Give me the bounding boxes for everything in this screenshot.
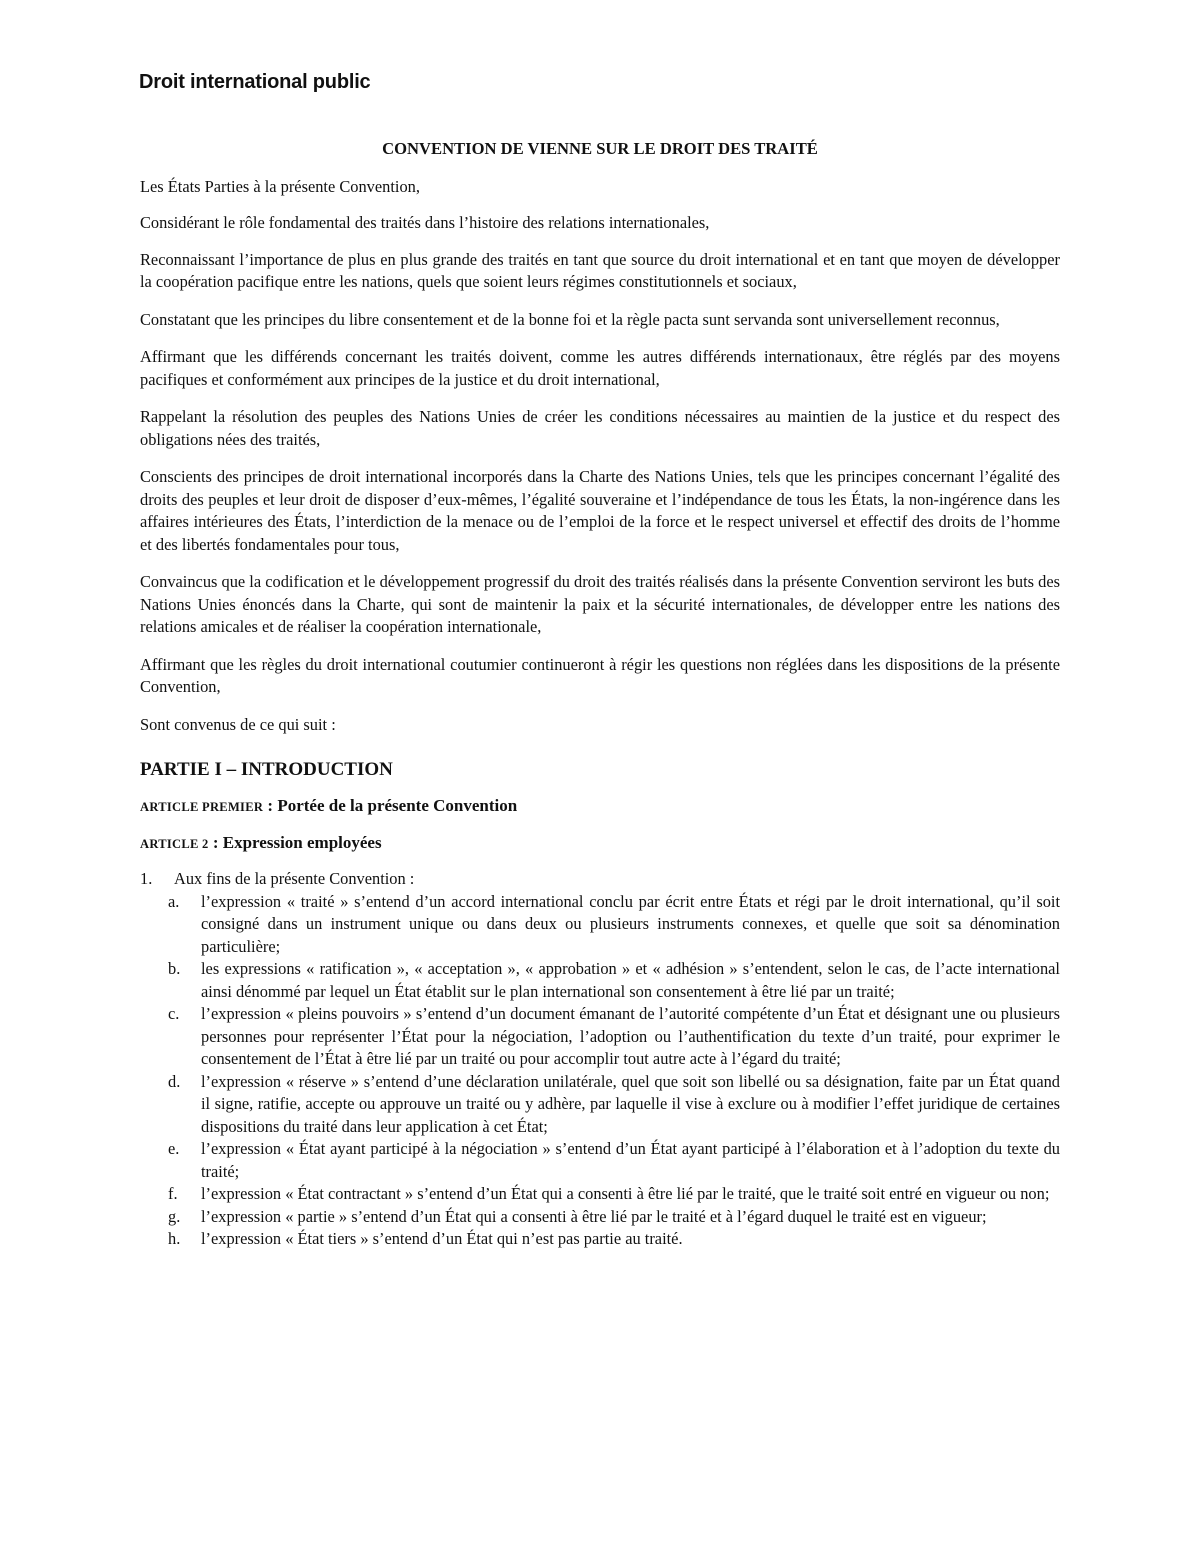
preamble-paragraph: Sont convenus de ce qui suit : <box>140 714 336 734</box>
numbered-item <box>140 868 1060 891</box>
list-item-text: l’expression « État ayant participé à la négociation » s’entend d’un État ayant participé à l’élaboration et à l’adoption du texte du traité; <box>201 1139 1060 1181</box>
article-2-heading <box>140 831 1060 856</box>
list-item-text: l’expression « réserve » s’entend d’une déclaration unilatérale, quel que soit son libellé ou sa désignation, faite par un État quand il signe, ratifie, accepte ou approuve un traité ou y adhère, par laquelle il vise à exclure ou à modifier l’effet juridique de certaines dispositions du traité dans leur application à cet État; <box>201 1071 1060 1136</box>
list-item <box>140 891 1060 959</box>
preamble-paragraph: Considérant le rôle fondamental des traités dans l’histoire des relations internationales, <box>140 213 710 232</box>
article-2-label: ARTICLE 2 <box>140 837 209 851</box>
page-header: Droit international public <box>139 71 371 93</box>
list-marker: a. <box>168 891 180 911</box>
list-item-text: les expressions « ratification », « acceptation », « approbation » et « adhésion » s’entendent, selon le cas, de l’acte international ainsi dénommé par lequel un État établit sur le plan international son consentement à être lié par un traité; <box>201 959 1060 1001</box>
preamble-paragraph: Conscients des principes de droit international incorporés dans la Charte des Nations Unies, tels que les principes concernant l’égalité des droits des peuples et leur droit de disposer d’eux-mêmes, l’égalité souveraine et l’indépendance de tous les États, la non-ingérence dans les affaires intérieures des États, l’interdiction de la menace ou de l’emploi de la force et le respect universel et effectif des droits de l’homme et des libertés fondamentales pour tous, <box>140 467 1060 554</box>
definition-list <box>140 891 1060 1251</box>
partie-heading: PARTIE I – INTRODUCTION <box>140 759 393 780</box>
list-item <box>140 1183 1060 1206</box>
list-item <box>140 1071 1060 1139</box>
list-marker: f. <box>168 1184 178 1203</box>
list-item-text: l’expression « partie » s’entend d’un État qui a consenti à être lié par le traité et à l’égard duquel le traité est en vigueur; <box>201 1206 987 1226</box>
list-item <box>140 1138 1060 1183</box>
document-body <box>140 138 1060 1251</box>
preamble-paragraph: Constatant que les principes du libre consentement et de la bonne foi et la règle pacta sunt servanda sont universellement reconnus, <box>140 309 1000 329</box>
preamble-paragraph: Rappelant la résolution des peuples des Nations Unies de créer les conditions nécessaires au maintien de la justice et du respect des obligations nées des traités, <box>140 407 1060 449</box>
preamble-paragraph: Les États Parties à la présente Convention, <box>140 176 420 196</box>
list-item-text: l’expression « État tiers » s’entend d’un État qui n’est pas partie au traité. <box>201 1229 683 1248</box>
list-marker: g. <box>168 1206 181 1226</box>
list-marker: c. <box>168 1004 180 1023</box>
preamble-paragraph: Affirmant que les différends concernant les traités doivent, comme les autres différends internationaux, être réglés par des moyens pacifiques et conformément aux principes de la justice et du droit international, <box>140 347 1060 389</box>
list-item <box>140 958 1060 1003</box>
article-1-heading <box>140 794 1060 819</box>
list-marker: h. <box>168 1229 181 1248</box>
article-2-separator: : <box>208 833 223 852</box>
preamble-paragraph: Affirmant que les règles du droit international coutumier continueront à régir les questions non réglées dans les dispositions de la présente Convention, <box>140 654 1060 696</box>
document-title: CONVENTION DE VIENNE SUR LE DROIT DES TRAITÉ <box>382 139 818 158</box>
article-2-title: Expression employées <box>222 833 382 852</box>
list-intro: Aux fins de la présente Convention : <box>174 869 415 888</box>
list-item <box>140 1206 1060 1229</box>
list-marker: d. <box>168 1071 181 1091</box>
preamble-paragraph: Convaincus que la codification et le développement progressif du droit des traités réalisés dans la présente Convention serviront les buts des Nations Unies énoncés dans la Charte, qui sont de maintenir la paix et la sécurité internationales, de développer entre les nations des relations amicales et de réaliser la coopération internationale, <box>140 572 1060 636</box>
list-item-text: l’expression « État contractant » s’entend d’un État qui a consenti à être lié par le traité, que le traité soit entré en vigueur ou non; <box>201 1184 1050 1203</box>
list-item-text: l’expression « pleins pouvoirs » s’entend d’un document émanant de l’autorité compétente d’un État et désignant une ou plusieurs personnes pour représenter l’État pour la négociation, l’adoption ou l’authentification du texte d’un traité, pour exprimer le consentement de l’État à être lié par un traité ou pour accomplir tout autre acte à l’égard du traité; <box>201 1004 1060 1068</box>
article-1-label: ARTICLE PREMIER <box>140 800 264 814</box>
list-marker: 1. <box>140 869 153 888</box>
list-marker: b. <box>168 959 181 978</box>
list-item <box>140 1003 1060 1071</box>
list-item-text: l’expression « traité » s’entend d’un accord international conclu par écrit entre États et régi par le droit international, qu’il soit consigné dans un instrument unique ou dans deux ou plusieurs instruments connexes, et quelle que soit sa dénomination particulière; <box>201 891 1060 956</box>
list-marker: e. <box>168 1139 180 1158</box>
article-1-separator: : <box>263 796 278 815</box>
list-item <box>140 1228 1060 1251</box>
preamble-paragraph: Reconnaissant l’importance de plus en plus grande des traités en tant que source du droit international et en tant que moyen de développer la coopération pacifique entre les nations, quels que soient leurs régimes constitutionnels et sociaux, <box>140 249 1060 291</box>
article-1-title: Portée de la présente Convention <box>277 796 518 815</box>
